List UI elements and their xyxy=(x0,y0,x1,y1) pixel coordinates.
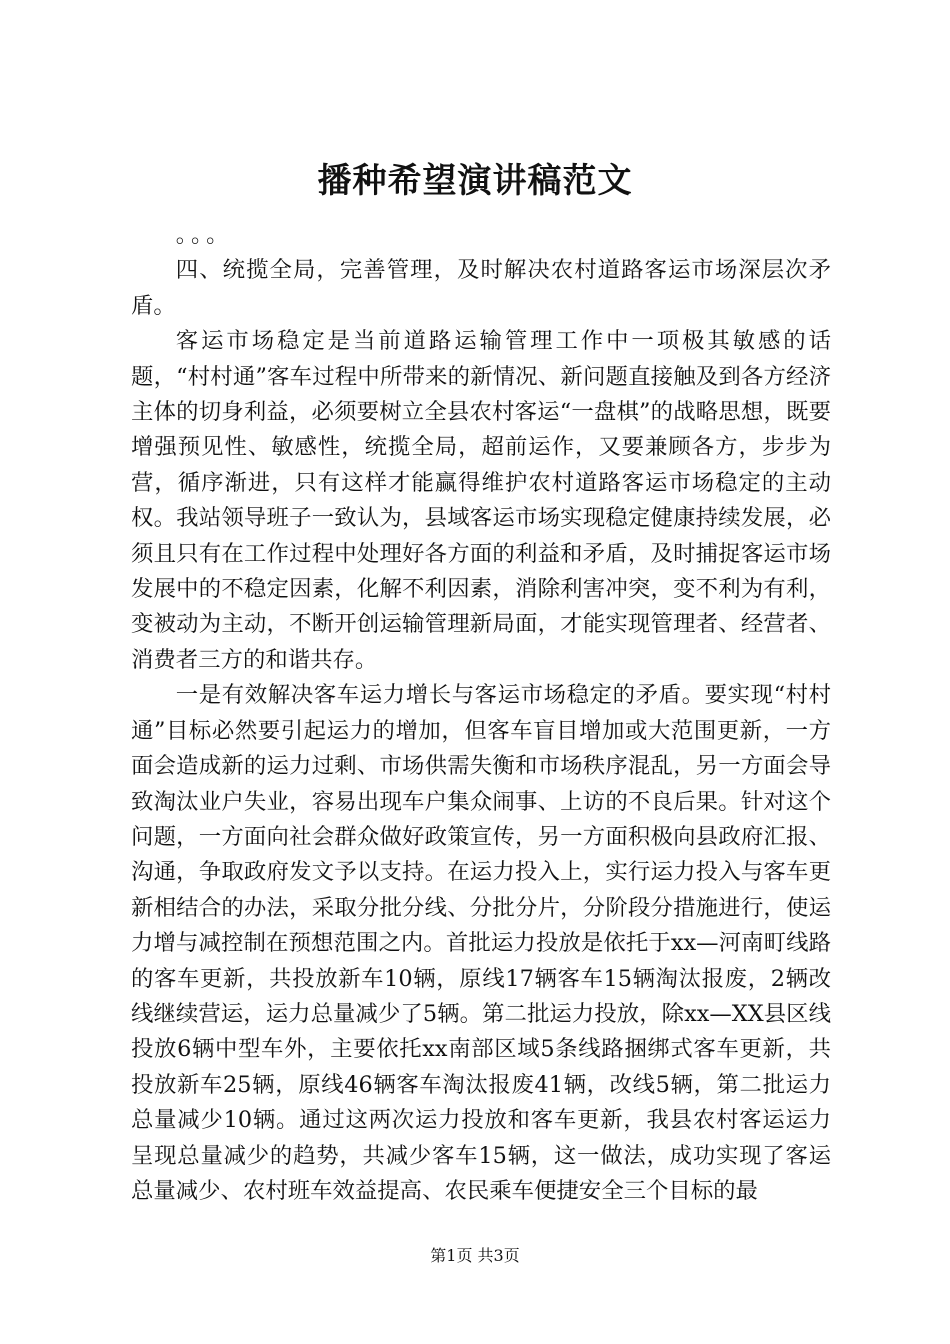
document-body xyxy=(131,218,831,1209)
paragraph-section-heading: 四、统揽全局，完善管理，及时解决农村道路客运市场深层次矛盾。 xyxy=(131,257,831,319)
document-title: 播种希望演讲稿范文 xyxy=(317,161,633,201)
paragraph-capacity-growth: 一是有效解决客车运力增长与客运市场稳定的矛盾。要实现“村村通”目标必然要引起运力的增加，但客车盲目增加或大范围更新，一方面会造成新的运力过剩、市场供需失衡和市场秩序混乱，另一方面会导致淘汰业户失业，容易出现车户集众闹事、上访的不良后果。针对这个问题，一方面向社会群众做好政策宣传，另一方面积极向县政府汇报、沟通，争取政府发文予以支持。在运力投入上，实行运力投入与客车更新相结合的办法，采取分批分线、分批分片，分阶段分措施进行，使运力增与减控制在预想范围之内。首批运力投放是依托于xx—河南町线路的客车更新，共投放新车10辆，原线17辆客车15辆淘汰报废，2辆改线继续营运，运力总量减少了5辆。第二批运力投放，除xx—XX县区线投放6辆中型车外，主要依托xx南部区域5条线路捆绑式客车更新，共投放新车25辆，原线46辆客车淘汰报废41辆，改线5辆，第二批运力总量减少10辆。通过这两次运力投放和客车更新，我县农村客运运力呈现总量减少的趋势，共减少客车15辆，这一做法，成功实现了客运总量减少、农村班车效益提高、农民乘车便捷安全三个目标的最 xyxy=(131,682,831,1204)
ellipsis-line: 。。。 xyxy=(175,222,233,248)
page-number-footer: 第1页 共3页 xyxy=(430,1246,520,1265)
paragraph-market-stability: 客运市场稳定是当前道路运输管理工作中一项极其敏感的话题，“村村通”客车过程中所带来的新情况、新问题直接触及到各方经济主体的切身利益，必须要树立全县农村客运“一盘棋”的战略思想，既要增强预见性、敏感性，统揽全局，超前运作，又要兼顾各方，步步为营，循序渐进，只有这样才能赢得维护农村道路客运市场稳定的主动权。我站领导班子一致认为，县域客运市场实现稳定健康持续发展，必须且只有在工作过程中处理好各方面的利益和矛盾，及时捕捉客运市场发展中的不稳定因素，化解不利因素，消除利害冲突，变不利为有利，变被动为主动，不断开创运输管理新局面，才能实现管理者、经营者、消费者三方的和谐共存。 xyxy=(131,328,831,673)
